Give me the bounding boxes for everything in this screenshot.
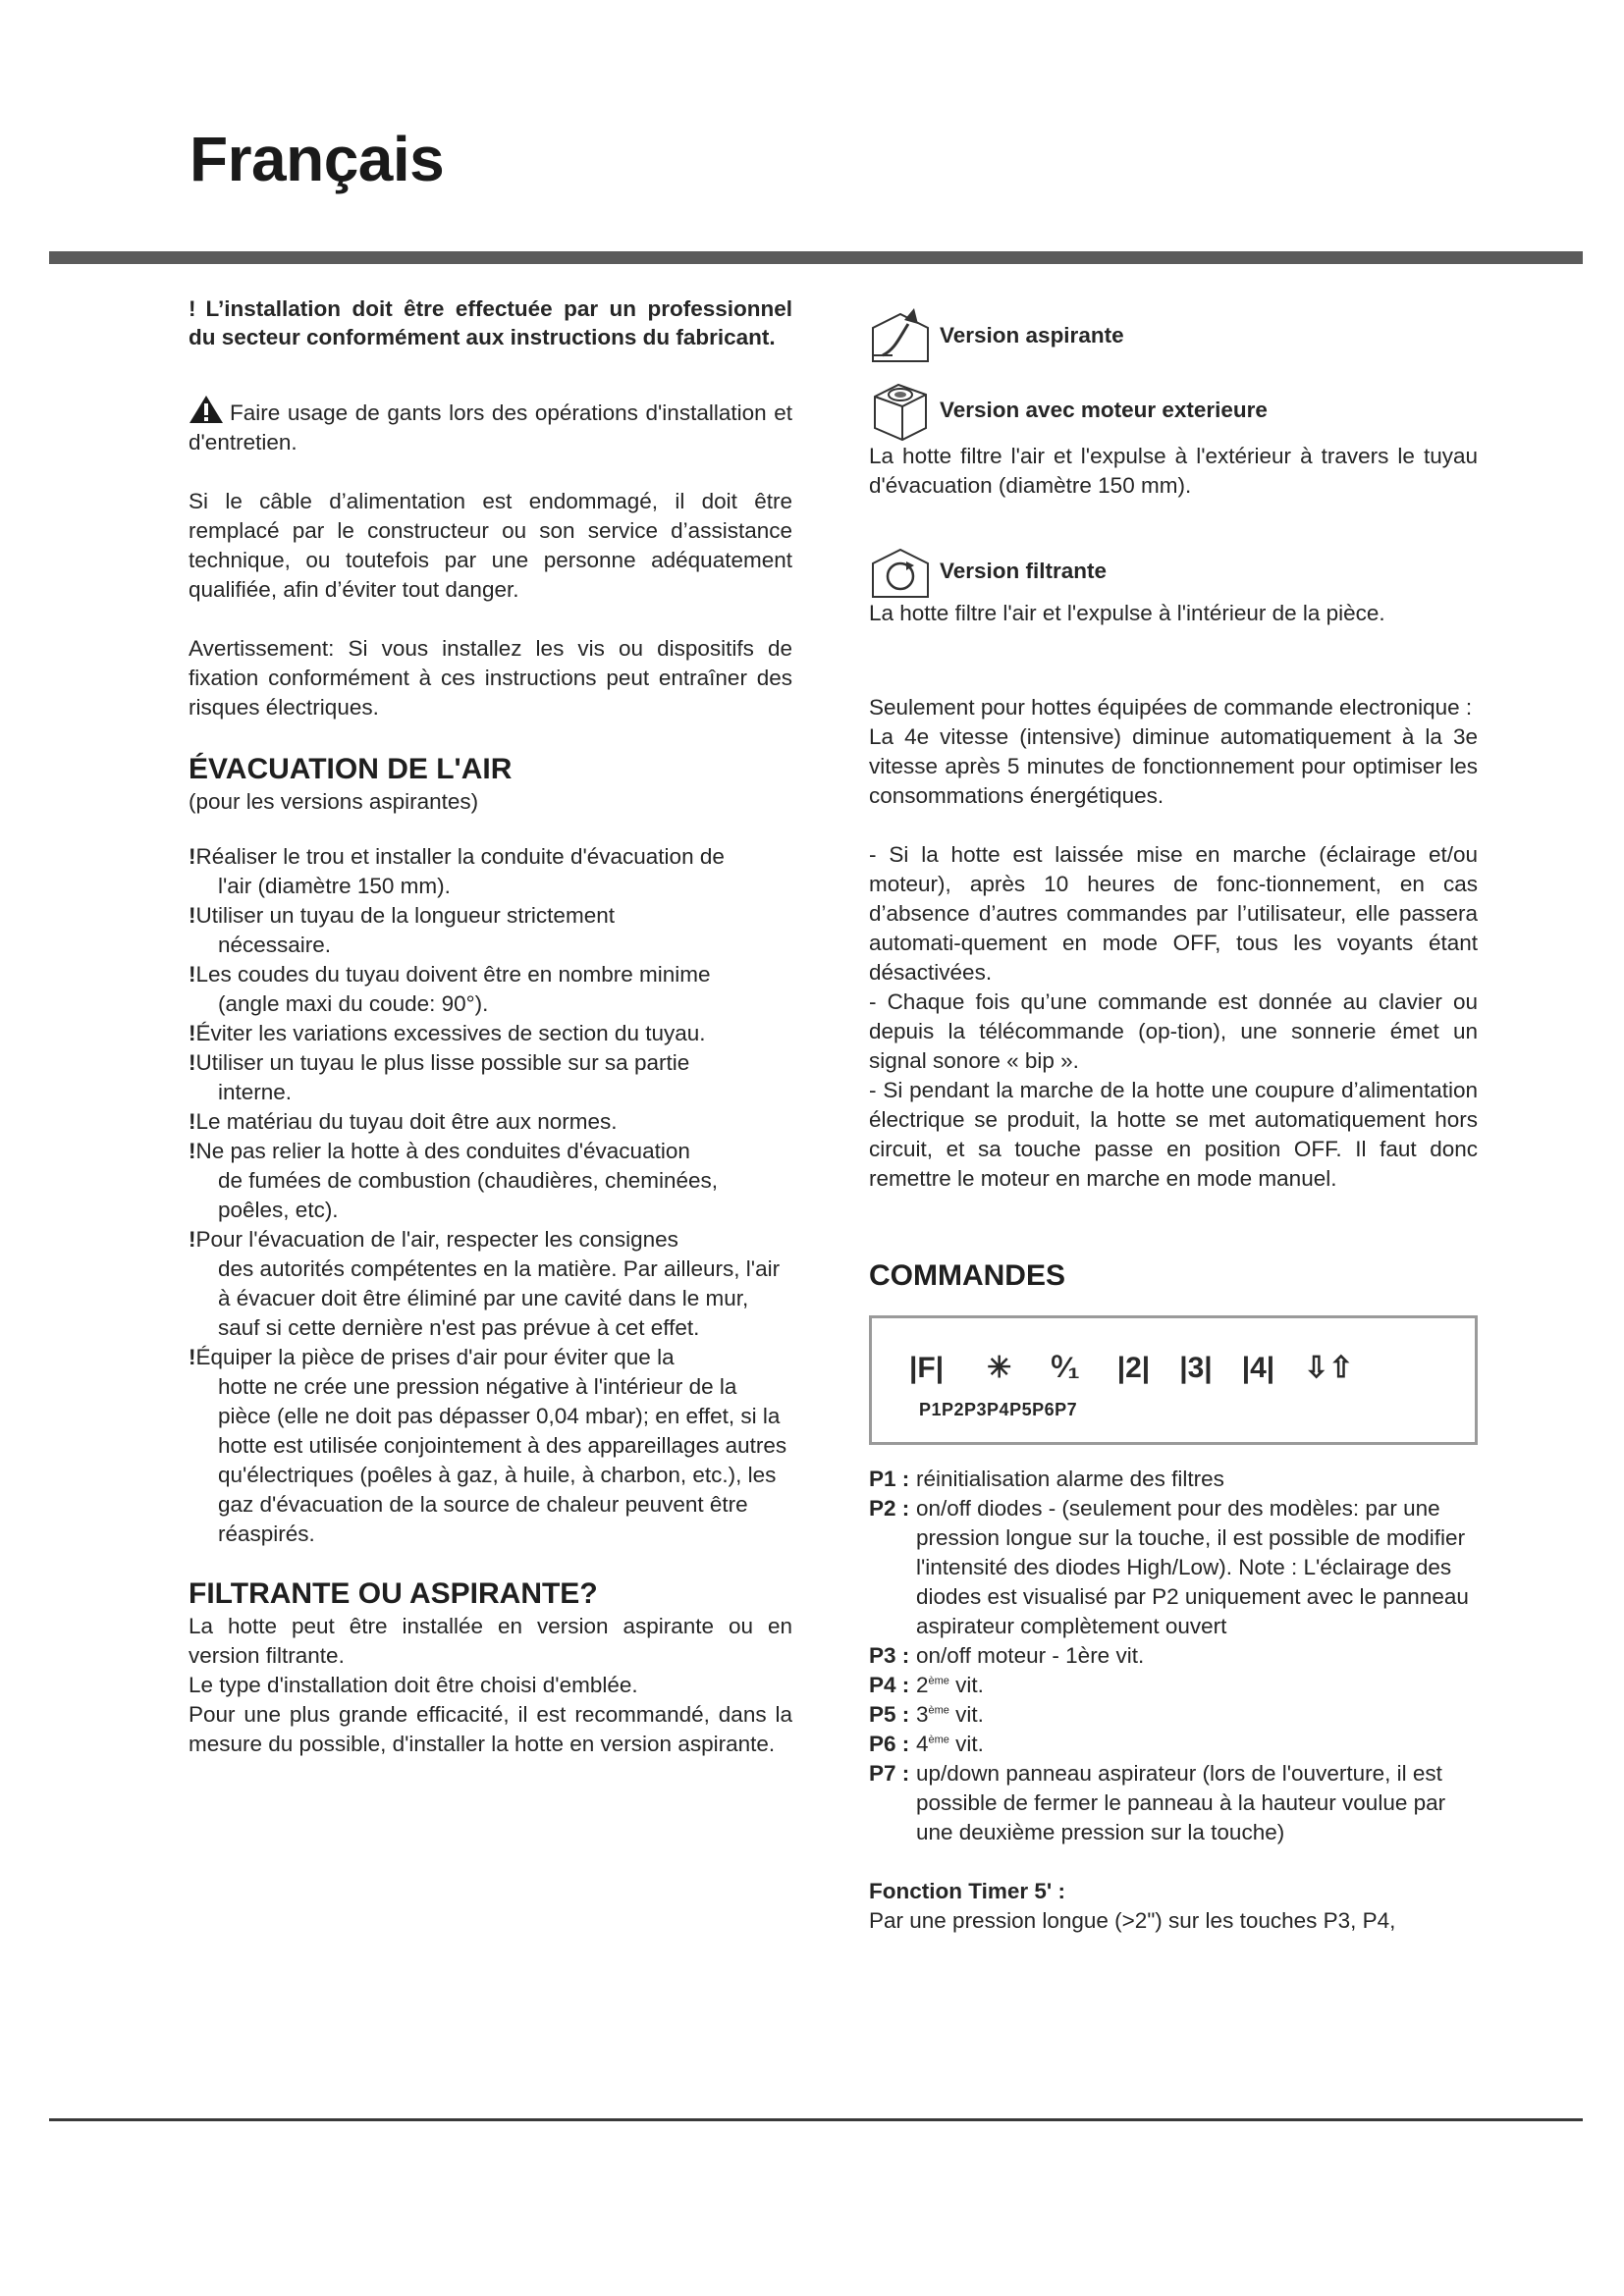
commandes-definitions <box>869 1465 1478 1847</box>
bottom-divider <box>49 2118 1583 2121</box>
panel-symbols <box>909 1354 1353 1383</box>
list-item: !Éviter les variations excessives de section du tuyau. <box>189 1021 706 1045</box>
evacuation-subtitle: (pour les versions aspirantes) <box>189 789 479 814</box>
installation-warning: ! L’installation doit être effectuée par un professionnel du secteur conformément aux instructions du fabricant. <box>189 296 792 349</box>
version-moteur-label: Version avec moteur exterieure <box>940 398 1268 422</box>
version-aspirante-row <box>869 306 1478 365</box>
moteur-description: La hotte filtre l'air et l'expulse à l'extérieur à travers le tuyau d'évacuation (diamètre 150 mm). <box>869 444 1478 498</box>
p6-definition: P6 : 4ème vit. <box>869 1732 984 1756</box>
filtrante-heading: FILTRANTE OU ASPIRANTE? <box>189 1577 598 1610</box>
version-filtrante-row <box>869 544 1478 599</box>
list-item: !Réaliser le trou et installer la conduite d'évacuation de l'air (diamètre 150 mm). <box>189 844 725 898</box>
p5-definition: P5 : 3ème vit. <box>869 1702 984 1727</box>
note-beep: - Chaque fois qu’une commande est donnée au clavier ou depuis la télécommande (op-tion), une sonnerie émet un signal sonore « bip ». <box>869 989 1478 1073</box>
filter-recirculation-icon <box>869 544 932 599</box>
filtrante-description: La hotte filtre l'air et l'expulse à l'intérieur de la pièce. <box>869 601 1385 625</box>
top-divider <box>49 251 1583 264</box>
evacuation-heading: ÉVACUATION DE L'AIR <box>189 753 513 785</box>
page-title: Français <box>189 124 445 194</box>
commandes-heading: COMMANDES <box>869 1259 1065 1292</box>
electronic-intro: Seulement pour hottes équipées de commande electronique : <box>869 695 1473 720</box>
list-item: !Utiliser un tuyau de la longueur strictement nécessaire. <box>189 903 615 957</box>
panel-key-codes: P1P2P3P4P5P6P7 <box>919 1400 1078 1419</box>
cable-note: Si le câble d’alimentation est endommagé, il doit être remplacé par le constructeur ou son service d’assistance technique, ou toutefois par une personne adéquatement qualifiée, afin d’éviter tout danger. <box>189 489 792 602</box>
filtrante-p3: Pour une plus grande efficacité, il est recommandé, dans la mesure du possible, d'installer la hotte en version aspirante. <box>189 1702 792 1756</box>
version-filtrante-label: Version filtrante <box>940 559 1108 583</box>
warning-triangle-icon <box>189 395 224 424</box>
p4-definition: P4 : 2ème vit. <box>869 1673 984 1697</box>
p7-definition: P7 : up/down panneau aspirateur (lors de l'ouverture, il est possible de fermer le panneau à la hauteur voulue par une deuxième pression sur la touche) <box>869 1761 1446 1844</box>
speed3-key-icon: |3| <box>1179 1352 1213 1384</box>
list-item: !Ne pas relier la hotte à des conduites d'évacuation de fumées de combustion (chaudières, cheminées, poêles, etc). <box>189 1139 719 1222</box>
note-power-cut: - Si pendant la marche de la hotte une coupure d’alimentation électrique se produit, la hotte se met automatiquement hors circuit, et sa touche passe en position OFF. Il faut donc remettre le moteur en marche en mode manuel. <box>869 1078 1478 1191</box>
filtrante-p1: La hotte peut être installée en version aspirante ou en version filtrante. <box>189 1614 792 1668</box>
list-item: !Utiliser un tuyau le plus lisse possible sur sa partie interne. <box>189 1050 690 1104</box>
version-moteur-row <box>869 379 1478 442</box>
p1-definition: P1 : réinitialisation alarme des filtres <box>869 1467 1224 1491</box>
right-column <box>869 306 1478 1936</box>
list-item: !Le matériau du tuyau doit être aux normes. <box>189 1109 618 1134</box>
note-auto-off: - Si la hotte est laissée mise en marche (éclairage et/ou moteur), après 10 heures de fonc-tionnement, en cas d’absence d’autres commandes par l’utilisateur, elle passera automati-quement en mode OFF, tous les voyants étant désactivées. <box>869 842 1478 985</box>
control-panel-diagram <box>869 1315 1478 1445</box>
onoff-key-icon: ⁰⁄₁ <box>1051 1352 1080 1384</box>
timer-heading: Fonction Timer 5' : <box>869 1879 1065 1903</box>
speed2-key-icon: |2| <box>1116 1352 1151 1384</box>
version-aspirante-label: Version aspirante <box>940 323 1124 347</box>
electronic-paragraph: La 4e vitesse (intensive) diminue automatiquement à la 3e vitesse après 5 minutes de fonctionnement pour optimiser les consommations énergétiques. <box>869 724 1478 808</box>
exclamation-icon: ! <box>189 296 196 321</box>
list-item: !Pour l'évacuation de l'air, respecter les consignes des autorités compétentes en la matière. Par ailleurs, l'air à évacuer doit être éliminé par une cavité dans le mur, sauf si cette dernière n'est pas prévue à cet effet. <box>189 1227 781 1340</box>
speed4-key-icon: |4| <box>1241 1352 1275 1384</box>
filter-key-icon: |F| <box>909 1352 945 1384</box>
external-motor-icon <box>869 379 932 442</box>
list-item: !Équiper la pièce de prises d'air pour éviter que la hotte ne crée une pression négative à l'intérieur de la pièce (elle ne doit pas dépasser 0,04 mbar); en effet, si la hotte est utilisée conjointement à des appareillages autres qu'électriques (poêles à gaz, à huile, à charbon, etc.), les gaz d'évacuation de la source de chaleur peuvent être réaspirés. <box>189 1345 787 1546</box>
p2-definition: P2 : on/off diodes - (seulement pour des modèles: par une pression longue sur la touche, il est possible de modifier l'intensité des diodes High/Low). Note : L'éclairage des diodes est visualisé par P2 uniquement avec le panneau aspirateur complètement ouvert <box>869 1496 1469 1638</box>
light-key-icon: ✳ <box>987 1352 1012 1384</box>
filtrante-p2: Le type d'installation doit être choisi d'emblée. <box>189 1673 638 1697</box>
left-column <box>189 294 792 1759</box>
aspirante-hood-icon <box>869 306 932 365</box>
timer-text: Par une pression longue (>2") sur les touches P3, P4, <box>869 1908 1396 1933</box>
avertissement-note: Avertissement: Si vous installez les vis ou dispositifs de fixation conformément à ces instructions peut entraîner des risques électriques. <box>189 636 792 720</box>
p3-definition: P3 : on/off moteur - 1ère vit. <box>869 1643 1145 1668</box>
panel-updown-key-icon: ⇩⇧ <box>1304 1352 1354 1384</box>
gloves-note: Faire usage de gants lors des opérations d'installation et d'entretien. <box>189 395 792 457</box>
evacuation-list <box>189 842 792 1549</box>
list-item: !Les coudes du tuyau doivent être en nombre minime (angle maxi du coude: 90°). <box>189 962 711 1016</box>
